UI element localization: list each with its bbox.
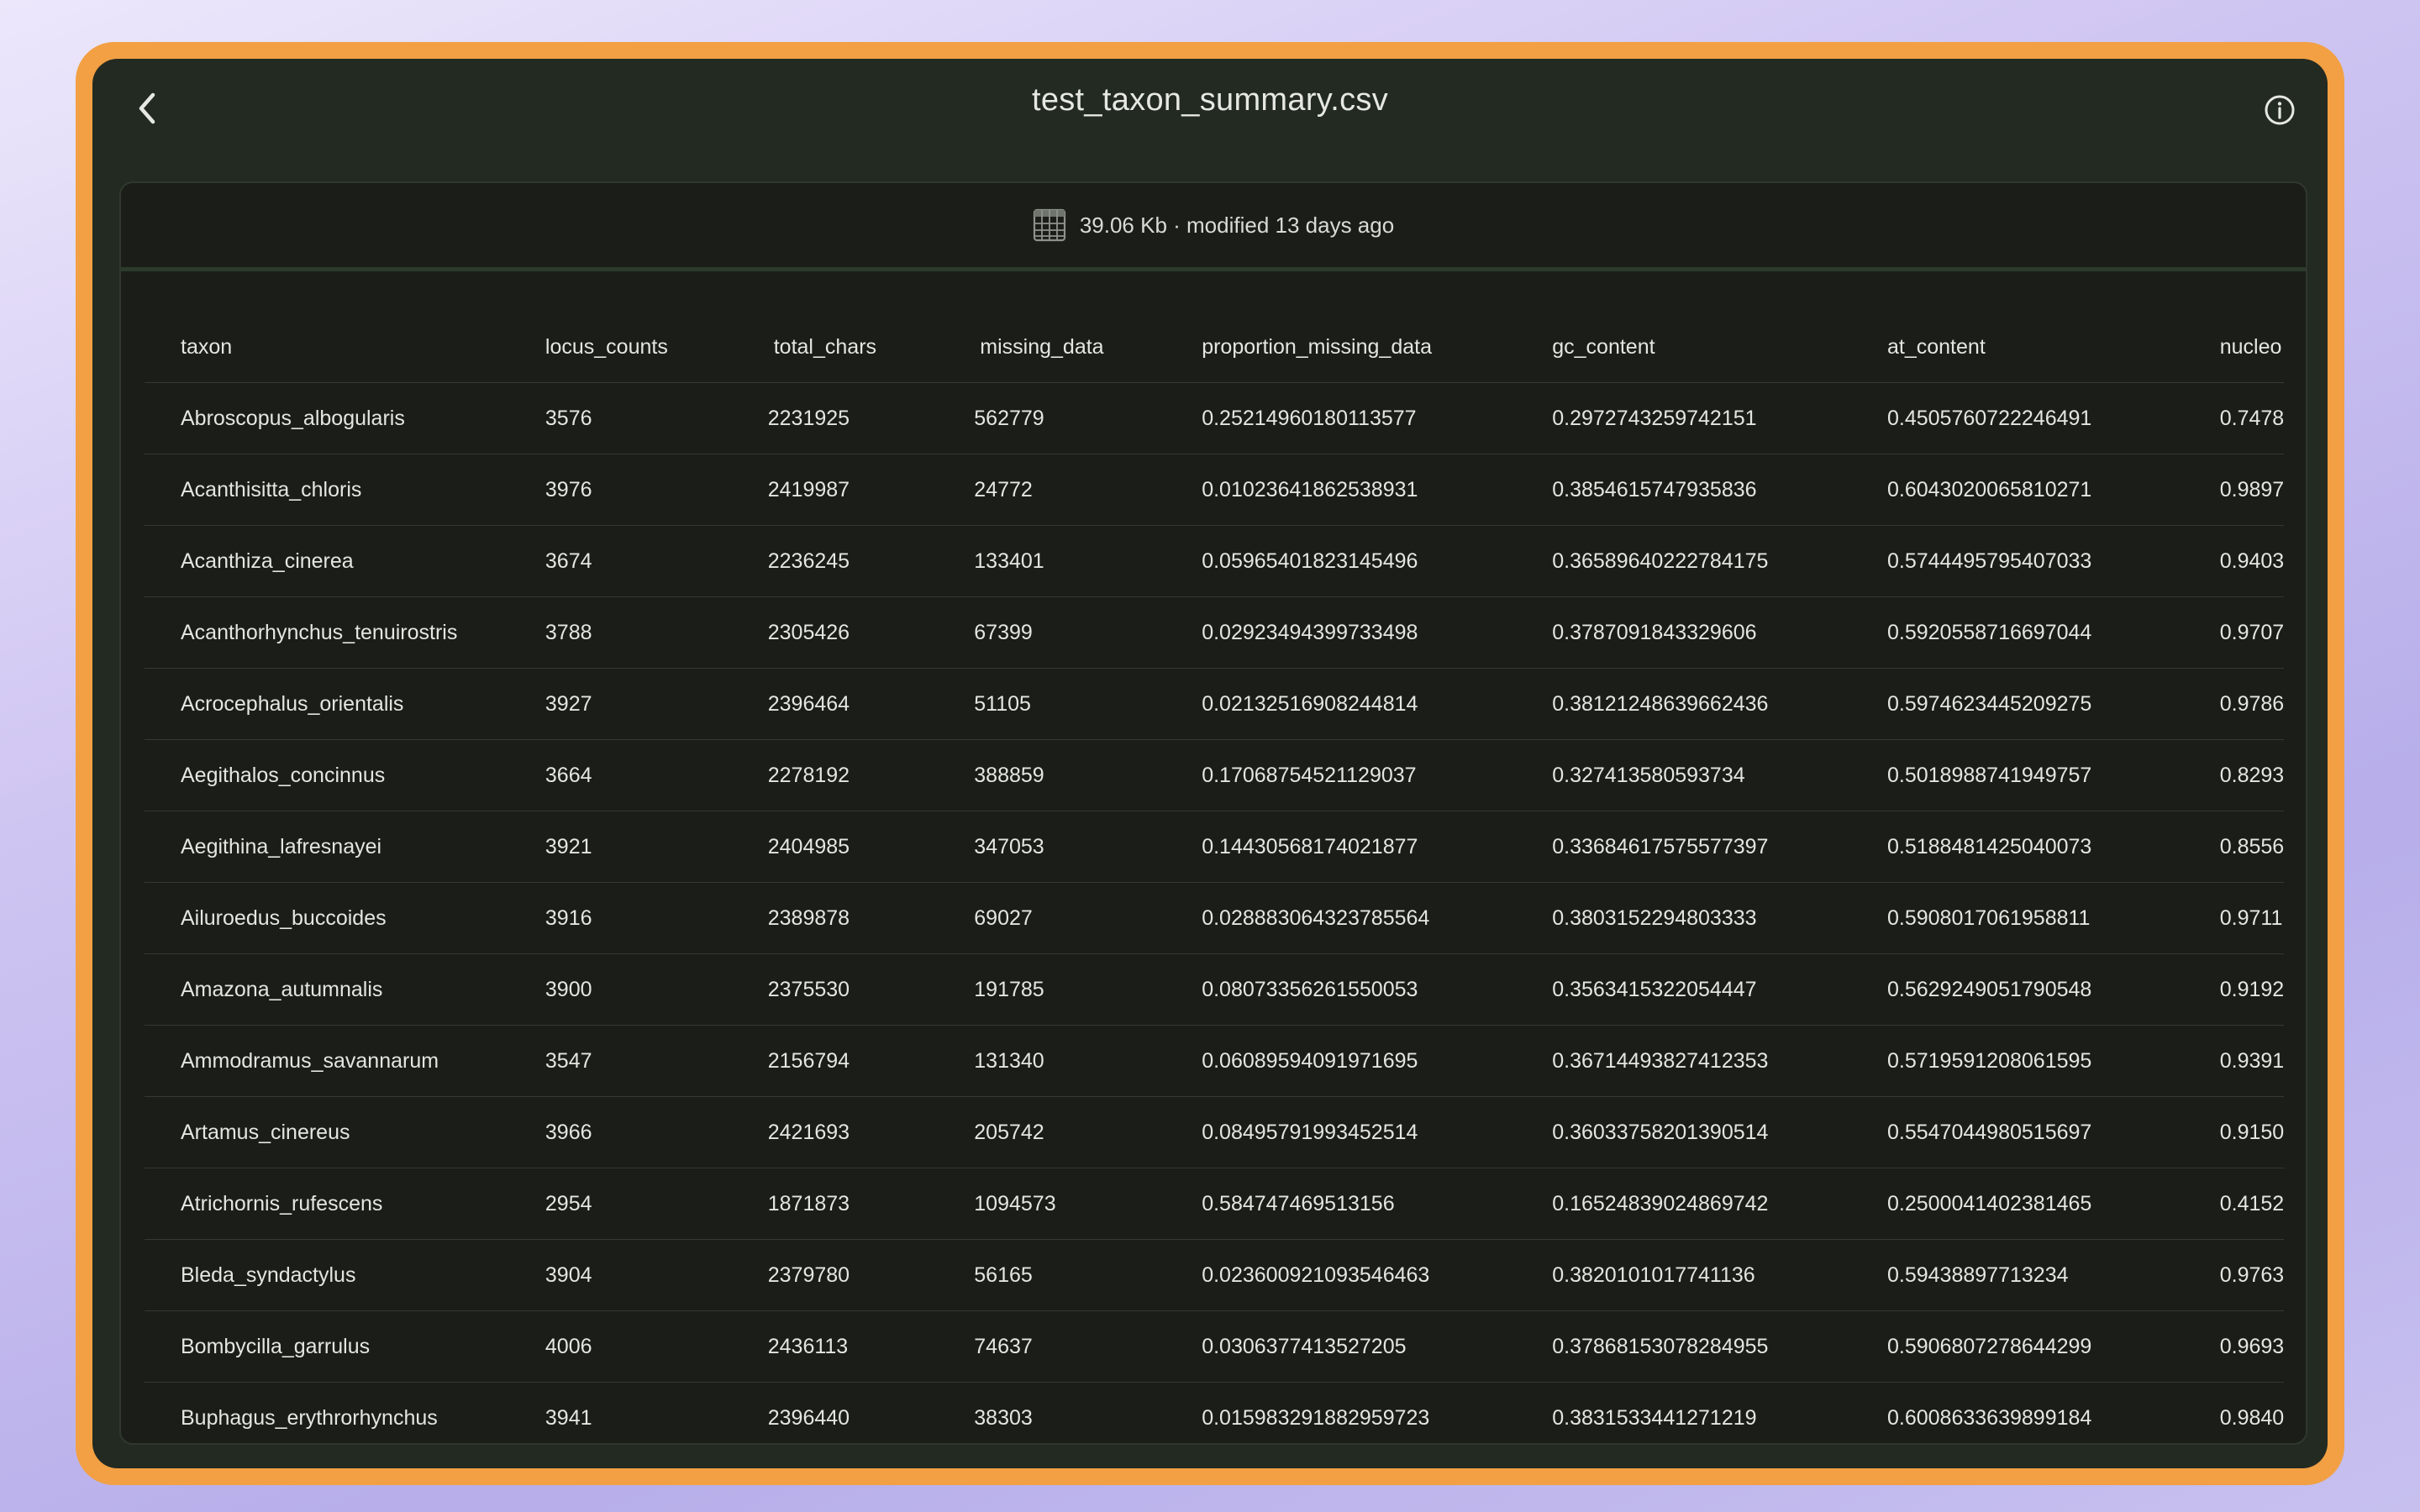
- table-cell: Bombycilla_garrulus: [145, 1311, 545, 1383]
- table-cell: 0.05965401823145496: [1202, 526, 1552, 597]
- table-cell: 0.9150: [2220, 1097, 2284, 1168]
- table-cell: 0.6008633639899184: [1887, 1383, 2220, 1444]
- table-cell: 0.9711: [2220, 883, 2284, 954]
- table-cell: 0.36714493827412353: [1552, 1026, 1887, 1097]
- table-cell: 0.02923494399733498: [1202, 597, 1552, 669]
- column-header-proportion-missing-data[interactable]: proportion_missing_data: [1202, 312, 1552, 383]
- table-cell: 0.01023641862538931: [1202, 454, 1552, 526]
- table-cell: 0.5906807278644299: [1887, 1311, 2220, 1383]
- table-row[interactable]: [145, 811, 2284, 883]
- table-cell: Atrichornis_rufescens: [145, 1168, 545, 1240]
- table-cell: 3788: [545, 597, 768, 669]
- table-cell: 131340: [974, 1026, 1202, 1097]
- table-cell: 2379780: [768, 1240, 975, 1311]
- table-row[interactable]: [145, 1168, 2284, 1240]
- table-cell: 1094573: [974, 1168, 1202, 1240]
- table-cell: 74637: [974, 1311, 1202, 1383]
- table-cell: 0.5018988741949757: [1887, 740, 2220, 811]
- table-cell: Acrocephalus_orientalis: [145, 669, 545, 740]
- table-cell: Acanthiza_cinerea: [145, 526, 545, 597]
- table-cell: 0.25214960180113577: [1202, 383, 1552, 454]
- table-cell: 0.02132516908244814: [1202, 669, 1552, 740]
- table-cell: 67399: [974, 597, 1202, 669]
- table-scroll-area[interactable]: [145, 271, 2284, 1443]
- column-header-total-chars[interactable]: total_chars: [768, 312, 975, 383]
- table-cell: 2954: [545, 1168, 768, 1240]
- table-cell: 133401: [974, 526, 1202, 597]
- table-cell: 3900: [545, 954, 768, 1026]
- table-cell: 2236245: [768, 526, 975, 597]
- table-cell: 2305426: [768, 597, 975, 669]
- table-cell: 2419987: [768, 454, 975, 526]
- table-body: [145, 383, 2284, 1444]
- table-row[interactable]: [145, 1240, 2284, 1311]
- table-cell: 0.9403: [2220, 526, 2284, 597]
- table-cell: 562779: [974, 383, 1202, 454]
- table-cell: 3576: [545, 383, 768, 454]
- table-cell: 0.08073356261550053: [1202, 954, 1552, 1026]
- table-cell: 0.36033758201390514: [1552, 1097, 1887, 1168]
- title-bar: [92, 59, 2328, 158]
- table-cell: 0.015983291882959723: [1202, 1383, 1552, 1444]
- table-cell: 347053: [974, 811, 1202, 883]
- table-cell: 2436113: [768, 1311, 975, 1383]
- column-header-gc-content[interactable]: gc_content: [1552, 312, 1887, 383]
- table-cell: 0.6043020065810271: [1887, 454, 2220, 526]
- file-panel: [119, 181, 2307, 1445]
- window-frame: [76, 42, 2344, 1485]
- table-cell: 3904: [545, 1240, 768, 1311]
- table-cell: 0.3803152294803333: [1552, 883, 1887, 954]
- table-row[interactable]: [145, 954, 2284, 1026]
- table-cell: 0.5974623445209275: [1887, 669, 2220, 740]
- table-row[interactable]: [145, 740, 2284, 811]
- table-cell: 0.33684617575577397: [1552, 811, 1887, 883]
- table-cell: 0.37868153078284955: [1552, 1311, 1887, 1383]
- table-row[interactable]: [145, 1383, 2284, 1444]
- csv-viewer-window: [92, 59, 2328, 1468]
- table-cell: 3966: [545, 1097, 768, 1168]
- column-header-locus-counts[interactable]: locus_counts: [545, 312, 768, 383]
- table-cell: 3927: [545, 669, 768, 740]
- info-button[interactable]: [2250, 81, 2309, 139]
- table-cell: 0.2972743259742151: [1552, 383, 1887, 454]
- table-cell: 0.5908017061958811: [1887, 883, 2220, 954]
- table-cell: 2404985: [768, 811, 975, 883]
- table-cell: 0.5744495795407033: [1887, 526, 2220, 597]
- table-cell: 3916: [545, 883, 768, 954]
- table-cell: 0.5547044980515697: [1887, 1097, 2220, 1168]
- table-cell: 0.2500041402381465: [1887, 1168, 2220, 1240]
- table-cell: 388859: [974, 740, 1202, 811]
- table-cell: Aegithalos_concinnus: [145, 740, 545, 811]
- table-cell: 2278192: [768, 740, 975, 811]
- table-cell: 0.3563415322054447: [1552, 954, 1887, 1026]
- table-row[interactable]: [145, 1311, 2284, 1383]
- table-cell: 0.3831533441271219: [1552, 1383, 1887, 1444]
- column-header-taxon[interactable]: taxon: [145, 312, 545, 383]
- table-cell: 0.3787091843329606: [1552, 597, 1887, 669]
- table-cell: 0.023600921093546463: [1202, 1240, 1552, 1311]
- file-info-text: 39.06 Kb · modified 13 days ago: [1079, 212, 1395, 238]
- data-table: [145, 312, 2284, 1443]
- table-header-row: [145, 312, 2284, 383]
- table-cell: 0.5719591208061595: [1887, 1026, 2220, 1097]
- table-cell: 0.584747469513156: [1202, 1168, 1552, 1240]
- table-cell: 0.7478: [2220, 383, 2284, 454]
- table-cell: 0.9192: [2220, 954, 2284, 1026]
- table-cell: 0.3854615747935836: [1552, 454, 1887, 526]
- table-cell: 3941: [545, 1383, 768, 1444]
- table-row[interactable]: [145, 597, 2284, 669]
- table-cell: 0.9840: [2220, 1383, 2284, 1444]
- table-icon: [1033, 208, 1066, 242]
- table-cell: 0.9897: [2220, 454, 2284, 526]
- table-cell: 3664: [545, 740, 768, 811]
- table-cell: 0.8293: [2220, 740, 2284, 811]
- table-cell: Ailuroedus_buccoides: [145, 883, 545, 954]
- table-cell: 2231925: [768, 383, 975, 454]
- table-cell: 0.5920558716697044: [1887, 597, 2220, 669]
- table-cell: 0.17068754521129037: [1202, 740, 1552, 811]
- table-cell: 38303: [974, 1383, 1202, 1444]
- table-cell: Amazona_autumnalis: [145, 954, 545, 1026]
- table-cell: 0.59438897713234: [1887, 1240, 2220, 1311]
- table-cell: 0.9707: [2220, 597, 2284, 669]
- table-cell: 0.06089594091971695: [1202, 1026, 1552, 1097]
- table-cell: 51105: [974, 669, 1202, 740]
- table-cell: 0.08495791993452514: [1202, 1097, 1552, 1168]
- table-cell: 0.9763: [2220, 1240, 2284, 1311]
- table-cell: 0.9391: [2220, 1026, 2284, 1097]
- table-cell: 0.8556: [2220, 811, 2284, 883]
- table-cell: Abroscopus_albogularis: [145, 383, 545, 454]
- file-info-bar: [121, 183, 2306, 271]
- table-cell: 205742: [974, 1097, 1202, 1168]
- table-cell: 0.327413580593734: [1552, 740, 1887, 811]
- table-cell: 2375530: [768, 954, 975, 1026]
- table-cell: 3976: [545, 454, 768, 526]
- table-cell: 0.4152: [2220, 1168, 2284, 1240]
- table-cell: 0.14430568174021877: [1202, 811, 1552, 883]
- table-cell: Acanthorhynchus_tenuirostris: [145, 597, 545, 669]
- table-cell: 0.4505760722246491: [1887, 383, 2220, 454]
- table-cell: Ammodramus_savannarum: [145, 1026, 545, 1097]
- table-cell: Aegithina_lafresnayei: [145, 811, 545, 883]
- table-cell: 0.16524839024869742: [1552, 1168, 1887, 1240]
- info-icon: [2263, 93, 2296, 127]
- table-cell: 0.38121248639662436: [1552, 669, 1887, 740]
- table-cell: 0.0306377413527205: [1202, 1311, 1552, 1383]
- table-row[interactable]: [145, 669, 2284, 740]
- table-cell: 0.9693: [2220, 1311, 2284, 1383]
- column-header-missing-data[interactable]: missing_data: [974, 312, 1202, 383]
- table-cell: 2156794: [768, 1026, 975, 1097]
- table-cell: Buphagus_erythrorhynchus: [145, 1383, 545, 1444]
- table-cell: 191785: [974, 954, 1202, 1026]
- table-cell: Acanthisitta_chloris: [145, 454, 545, 526]
- table-row[interactable]: [145, 1097, 2284, 1168]
- table-cell: 0.9786: [2220, 669, 2284, 740]
- table-row[interactable]: [145, 883, 2284, 954]
- table-cell: 0.028883064323785564: [1202, 883, 1552, 954]
- table-row[interactable]: [145, 526, 2284, 597]
- column-header-at-content[interactable]: at_content: [1887, 312, 2220, 383]
- table-cell: Artamus_cinereus: [145, 1097, 545, 1168]
- table-cell: 0.5629249051790548: [1887, 954, 2220, 1026]
- table-cell: 1871873: [768, 1168, 975, 1240]
- table-cell: 4006: [545, 1311, 768, 1383]
- table-cell: 3921: [545, 811, 768, 883]
- table-cell: 0.36589640222784175: [1552, 526, 1887, 597]
- table-cell: 0.3820101017741136: [1552, 1240, 1887, 1311]
- table-cell: 2396440: [768, 1383, 975, 1444]
- table-cell: 2421693: [768, 1097, 975, 1168]
- table-row[interactable]: [145, 383, 2284, 454]
- window-title: test_taxon_summary.csv: [1031, 82, 1389, 118]
- table-cell: 56165: [974, 1240, 1202, 1311]
- table-cell: 24772: [974, 454, 1202, 526]
- table-cell: 2389878: [768, 883, 975, 954]
- table-cell: 3547: [545, 1026, 768, 1097]
- table-cell: 2396464: [768, 669, 975, 740]
- table-cell: 69027: [974, 883, 1202, 954]
- table-cell: 3674: [545, 526, 768, 597]
- column-header-nucleo[interactable]: nucleo: [2220, 312, 2284, 383]
- table-row[interactable]: [145, 454, 2284, 526]
- table-cell: 0.5188481425040073: [1887, 811, 2220, 883]
- table-row[interactable]: [145, 1026, 2284, 1097]
- table-cell: Bleda_syndactylus: [145, 1240, 545, 1311]
